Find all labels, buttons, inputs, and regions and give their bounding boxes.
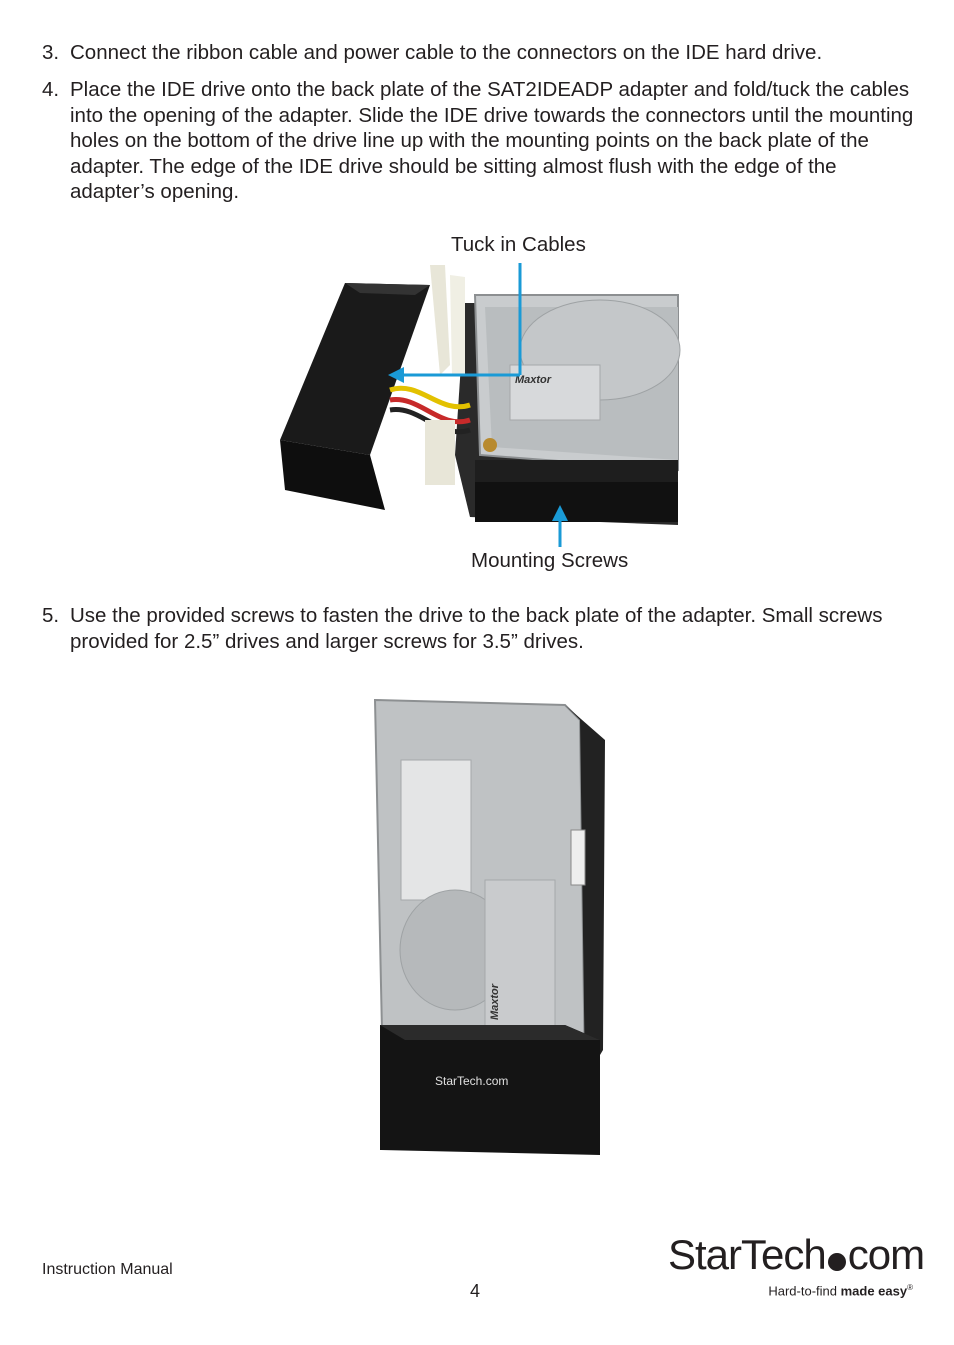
step-number: 5. xyxy=(42,604,60,627)
figure-drive-in-adapter xyxy=(270,255,690,555)
logo-com: com xyxy=(847,1231,925,1278)
step-4 xyxy=(42,77,922,205)
callout-mounting-screws: Mounting Screws xyxy=(471,549,629,572)
adapter-brand-label: StarTech.com xyxy=(435,1074,509,1088)
logo-wordmark xyxy=(668,1232,924,1278)
footer-manual-label: Instruction Manual xyxy=(42,1261,173,1278)
adapter-image xyxy=(280,283,430,510)
page-number: 4 xyxy=(470,1281,481,1301)
step-number: 3. xyxy=(42,41,60,64)
callout-tuck-in-cables: Tuck in Cables xyxy=(451,233,586,256)
step-text: Use the provided screws to fasten the drive to the back plate of the adapter. Small screws provided for 2.5” drives and larger screws for 3.5” drives. xyxy=(70,604,883,653)
registered-mark: ® xyxy=(907,1283,913,1292)
logo-dot-icon xyxy=(828,1253,846,1271)
step-text: Connect the ribbon cable and power cable to the connectors on the IDE hard drive. xyxy=(70,41,823,64)
hard-drive-image xyxy=(455,295,680,525)
tagline-bold: made easy xyxy=(840,1283,908,1299)
step-text: Place the IDE drive onto the back plate of the SAT2IDEADP adapter and fold/tuck the cables into the opening of the adapter. Slide the IDE drive towards the connectors until the mounting holes on the bottom of the drive line up with the mounting points on the back plate of the adapter. The edge of the IDE drive should be sitting almost flush with the edge of the adapter’s opening. xyxy=(70,78,914,203)
drive-brand-label: Maxtor xyxy=(489,983,501,1020)
hard-drive-image xyxy=(375,700,605,1080)
logo-tagline xyxy=(768,1283,913,1298)
adapter-image xyxy=(380,1025,600,1155)
drive-brand-label: Maxtor xyxy=(515,374,552,386)
step-3 xyxy=(42,40,922,66)
startech-logo xyxy=(668,1231,925,1307)
step-5 xyxy=(42,603,922,654)
step-number: 4. xyxy=(42,78,60,101)
figure-drive-fastened xyxy=(335,680,615,1160)
tagline-light: Hard-to-find xyxy=(768,1283,841,1299)
logo-star: StarTech xyxy=(668,1231,826,1278)
